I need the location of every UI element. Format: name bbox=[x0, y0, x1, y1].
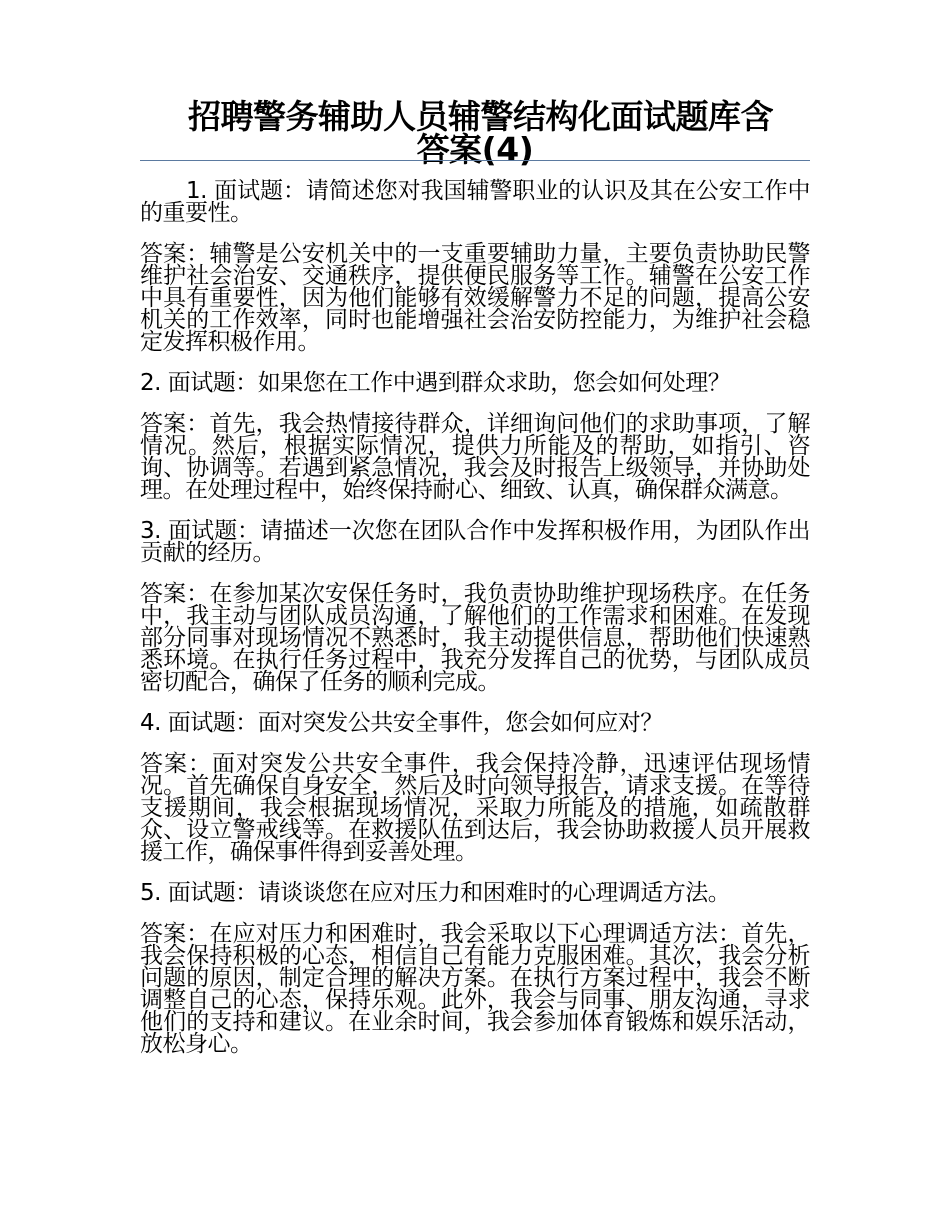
question-2: 2. 面试题：如果您在工作中遇到群众求助，您会如何处理？ bbox=[140, 370, 731, 396]
question-3: 3. 面试题：请描述一次您在团队合作中发挥积极作用，为团队作出贡献的经历。 bbox=[140, 518, 810, 566]
answer-3: 答案：在参加某次安保任务时，我负责协助维护现场秩序。在任务中，我主动与团队成员沟通，了解他们的工作需求和困难。在发现部分同事对现场情况不熟悉时，我主动提供信息，帮助他们快速熟悉环境。在执行任务过程中，我充分发挥自己的优势，与团队成员密切配合，确保了任务的顺利完成。 bbox=[140, 581, 810, 695]
answer-5: 答案：在应对压力和困难时，我会采取以下心理调适方法：首先，我会保持积极的心态，相信自己有能力克服困难。其次，我会分析问题的原因，制定合理的解决方案。在执行方案过程中，我会不断调整自己的心态，保持乐观。此外，我会与同事、朋友沟通，寻求他们的支持和建议。在业余时间，我会参加体育锻炼和娱乐活动，放松身心。 bbox=[140, 921, 810, 1057]
title-line-2: 答案(4) bbox=[416, 130, 534, 169]
document-title bbox=[140, 97, 810, 169]
title-line-1: 招聘警务辅助人员辅警结构化面试题库含 bbox=[188, 97, 773, 136]
answer-1: 答案：辅警是公安机关中的一支重要辅助力量，主要负责协助民警维护社会治安、交通秩序，提供便民服务等工作。辅警在公安工作中具有重要性，因为他们能够有效缓解警力不足的问题，提高公安机关的工作效率，同时也能增强社会治安防控能力，为维护社会稳定发挥积极作用。 bbox=[140, 241, 810, 355]
question-1: 1. 面试题：请简述您对我国辅警职业的认识及其在公安工作中的重要性。 bbox=[140, 178, 810, 226]
question-5: 5. 面试题：请谈谈您在应对压力和困难时的心理调适方法。 bbox=[140, 880, 731, 906]
title-divider bbox=[140, 160, 810, 161]
qa-list bbox=[140, 180, 810, 1074]
answer-2: 答案：首先，我会热情接待群众，详细询问他们的求助事项，了解情况。然后，根据实际情况，提供力所能及的帮助，如指引、咨询、协调等。若遇到紧急情况，我会及时报告上级领导，并协助处理。在处理过程中，始终保持耐心、细致、认真，确保群众满意。 bbox=[140, 411, 810, 503]
question-4: 4. 面试题：面对突发公共安全事件，您会如何应对？ bbox=[140, 710, 663, 736]
answer-4: 答案：面对突发公共安全事件，我会保持冷静，迅速评估现场情况。首先确保自身安全，然后及时向领导报告，请求支援。在等待支援期间，我会根据现场情况，采取力所能及的措施，如疏散群众、设立警戒线等。在救援队伍到达后，我会协助救援人员开展救援工作，确保事件得到妥善处理。 bbox=[140, 751, 810, 865]
